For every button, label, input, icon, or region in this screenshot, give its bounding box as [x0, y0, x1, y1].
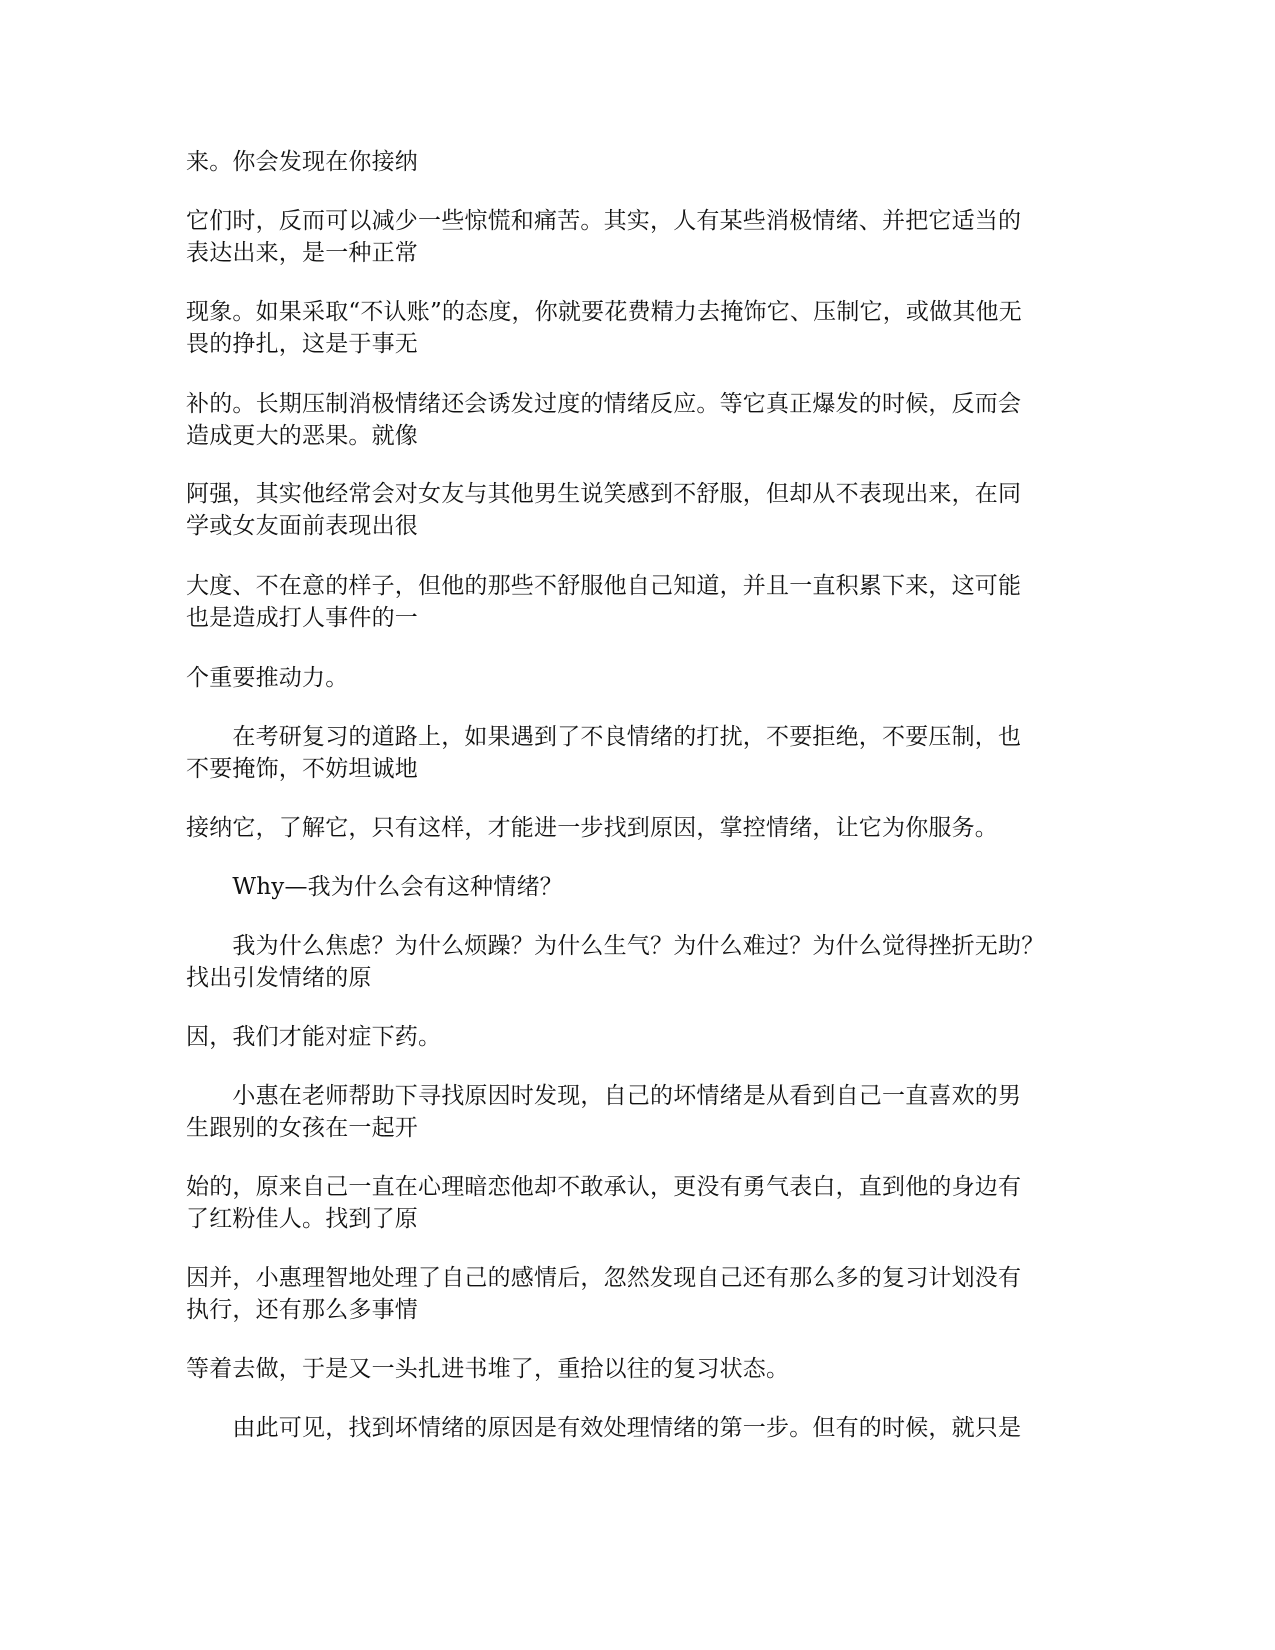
text-line: 因并，小惠理智地处理了自己的感情后，忽然发现自己还有那么多的复习计划没有 [186, 1265, 1022, 1291]
paragraph-fragment [186, 1171, 1086, 1235]
paragraph-fragment [186, 478, 1086, 542]
paragraph-fragment [186, 812, 1086, 844]
text-line: 小惠在老师帮助下寻找原因时发现，自己的坏情绪是从看到自己一直喜欢的男 [186, 1083, 1022, 1109]
text-line: 找出引发情绪的原 [186, 965, 372, 991]
text-line: 始的，原来自己一直在心理暗恋他却不敢承认，更没有勇气表白，直到他的身边有 [186, 1174, 1022, 1200]
text-line: 学或女友面前表现出很 [186, 513, 418, 539]
text-line: 执行，还有那么多事情 [186, 1297, 418, 1323]
text-line: 因，我们才能对症下药。 [186, 1024, 442, 1050]
text-line: 现象。如果采取“不认账”的态度，你就要花费精力去掩饰它、压制它，或做其他无 [186, 299, 1022, 325]
paragraph-fragment [186, 205, 1086, 269]
text-line: 大度、不在意的样子，但他的那些不舒服他自己知道，并且一直积累下来，这可能 [186, 573, 1022, 599]
text-line: 畏的挣扎，这是于事无 [186, 331, 418, 357]
text-line: 来。你会发现在你接纳 [186, 149, 418, 175]
paragraph [186, 1080, 1086, 1144]
text-line: 生跟别的女孩在一起开 [186, 1115, 418, 1141]
text-line: 个重要推动力。 [186, 665, 349, 691]
text-line: 接纳它，了解它，只有这样，才能进一步找到原因，掌控情绪，让它为你服务。 [186, 815, 998, 841]
paragraph [186, 721, 1086, 785]
paragraph-fragment [186, 570, 1086, 634]
text-line: 表达出来，是一种正常 [186, 240, 418, 266]
text-line: 它们时，反而可以减少一些惊慌和痛苦。其实，人有某些消极情绪、并把它适当的 [186, 208, 1022, 234]
text-line: 了红粉佳人。找到了原 [186, 1206, 418, 1232]
text-line: 也是造成打人事件的一 [186, 605, 418, 631]
paragraph-fragment [186, 146, 1086, 178]
text-line: 阿强，其实他经常会对女友与其他男生说笑感到不舒服，但却从不表现出来，在同 [186, 481, 1022, 507]
paragraph-fragment [186, 1353, 1086, 1385]
paragraph-fragment [186, 662, 1086, 694]
paragraph-fragment [186, 1262, 1086, 1326]
text-line: 补的。长期压制消极情绪还会诱发过度的情绪反应。等它真正爆发的时候，反而会 [186, 391, 1022, 417]
paragraph-fragment [186, 296, 1086, 360]
paragraph [186, 1412, 1086, 1444]
text-line: Why—我为什么会有这种情绪？ [186, 874, 563, 900]
text-line: 不要掩饰，不妨坦诚地 [186, 756, 418, 782]
section-heading [186, 871, 1086, 903]
paragraph-fragment [186, 388, 1086, 452]
text-line: 由此可见，找到坏情绪的原因是有效处理情绪的第一步。但有的时候，就只是 [186, 1415, 1022, 1441]
text-line: 我为什么焦虑？为什么烦躁？为什么生气？为什么难过？为什么觉得挫折无助？ [186, 933, 1045, 959]
text-line: 等着去做，于是又一头扎进书堆了，重拾以往的复习状态。 [186, 1356, 790, 1382]
text-line: 在考研复习的道路上，如果遇到了不良情绪的打扰，不要拒绝，不要压制，也 [186, 724, 1022, 750]
text-line: 造成更大的恶果。就像 [186, 423, 418, 449]
paragraph [186, 930, 1086, 994]
paragraph-fragment [186, 1021, 1086, 1053]
